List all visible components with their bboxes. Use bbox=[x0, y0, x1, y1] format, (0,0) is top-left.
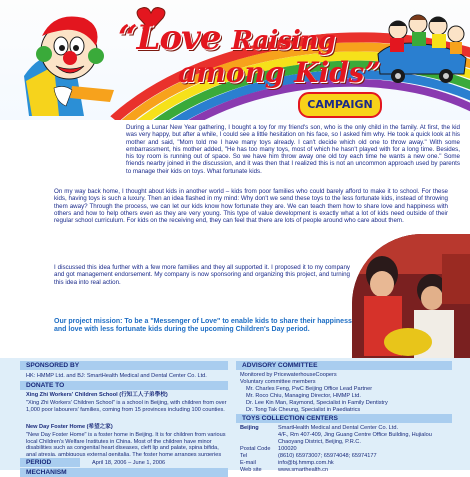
kids-car-illustration bbox=[372, 0, 470, 84]
banner-title-raising: Raising bbox=[231, 26, 335, 56]
email-label: E-mail bbox=[240, 460, 256, 466]
sponsored-heading: SPONSORED BY bbox=[20, 361, 228, 370]
children-photo bbox=[352, 234, 470, 370]
children-photo-image bbox=[352, 234, 470, 370]
banner-title-line2: among Kids” bbox=[178, 56, 381, 89]
email-value[interactable]: info@bj.hmmp.com.hk bbox=[278, 460, 334, 466]
beijing-address-2: Chaoyang District, Beijing, P.R.C. bbox=[278, 439, 361, 445]
tel-label: Tel bbox=[240, 453, 248, 459]
period-value: April 18, 2006 – June 1, 2006 bbox=[92, 460, 166, 466]
story-paragraph-1: During a Lunar New Year gathering, I bought a toy for my friend's son, who is the only child in the family. At first, the kid was very happy, but after a while, I could see a little hesitation on his face, so I asked him why. He took a quick look at his mother and said, "Mom told me I have many toys already. I can't decide which old one to throw away." With some embarrassment, his mother added, "He has too many toys, most of which he hasn't played with for a long time. Besides, his toy room is running out of space. So we have him throw away one old toy each time he wants a new one." Some friends nearby joined in the discussion, and it was then that I realized this is not an uncommon approach used by parents to manage their kids on toys. What fortunate kids. bbox=[126, 124, 460, 175]
postal-label: Postal Code bbox=[240, 446, 271, 452]
tel-value: (8610) 65973007; 65974048; 65974177 bbox=[278, 453, 377, 459]
sponsored-text: HK: HMMP Ltd. and BJ: SmartHealth Medical and Dental Center Co. Ltd. bbox=[26, 373, 207, 379]
banner-title: “Love Raising bbox=[118, 18, 335, 58]
beijing-label: Beijing bbox=[240, 425, 259, 431]
advisory-member: Dr. Lee Kin Man, Raymond, Specialist in Family Dentistry bbox=[246, 400, 388, 406]
website-label: Web site bbox=[240, 467, 262, 473]
period-heading: PERIOD bbox=[20, 458, 80, 467]
mechanism-heading: MECHANISM bbox=[20, 468, 228, 477]
org2-title: New Day Foster Home (希望之家) bbox=[26, 424, 113, 430]
story-paragraph-3: I discussed this idea further with a few more families and they all supported it. I proposed it to my company and got management endorsement. My company is now sponsoring and organizing this project, and turning this idea into real action. bbox=[54, 264, 350, 286]
advisory-members-label: Voluntary committee members bbox=[240, 379, 316, 385]
clown-illustration bbox=[14, 6, 124, 118]
advisory-heading: ADVISORY COMMITTEE bbox=[236, 361, 452, 370]
advisory-member: Mr. Charles Feng, PwC Beijing Office Lead Partner bbox=[246, 386, 373, 392]
banner-title-love: Love bbox=[136, 18, 221, 58]
org2-description: "New Day Foster Home" is a foster home in Beijing. It is for children from various local Children's Welfare Institutes in China. Most of the children have minor disabilities such as congenital heart diseases, cleft lip and palate, spina bifida, anal atresia, ambiguous external genitalia. The foster home arranges surgeries bbox=[26, 432, 226, 456]
beijing-address-1: 4/F., Rm 407-409, Jing Guang Centre Office Building, Hujialou bbox=[278, 432, 432, 438]
campaign-badge: CAMPAIGN bbox=[298, 92, 382, 118]
hero-banner bbox=[0, 0, 470, 120]
org1-description: "Xing Zhi Workers' Children School" is a school in Beijing, with children from over 1,000 poor labourers' families, coming from 15 provinces including 100 counties. bbox=[26, 400, 227, 413]
advisory-member: Mr. Roco Chiu, Managing Director, HMMP Ltd. bbox=[246, 393, 361, 399]
website-value[interactable]: www.smarthealth.cn bbox=[278, 467, 329, 473]
banner-title-among-kids: among Kids bbox=[178, 56, 365, 89]
advisory-member: Dr. Tong Tak Cheung, Specialist in Paediatrics bbox=[246, 407, 361, 413]
postal-code: 100020 bbox=[278, 446, 297, 452]
toys-heading: TOYS COLLECTION CENTERS bbox=[236, 414, 452, 423]
beijing-name: SmartHealth Medical and Dental Center Co. Ltd. bbox=[278, 425, 399, 431]
story-paragraph-2: On my way back home, I thought about kids in another world – kids from poor families who could barely afford to make it to school. For these kids, having toys is such a luxury. Then an idea flashed in my mind: Why don't we send these toys to the less fortunate kids, instead of throwing them away? Through the process, we can let our kids know how fortunate they are. We can teach them how to share love and happiness with others and how to help others even as they are very young. This type of value development is exactly what a lot of kids need outside of their regular school curriculum. For kids on the receiving end, they can feel that there are lots of people around who care about them. bbox=[54, 188, 448, 225]
org1-title: Xing Zhi Workers' Children School (行知工人子弟學校) bbox=[26, 392, 168, 398]
advisory-monitor: Monitored by PricewaterhouseCoopers bbox=[240, 372, 337, 378]
project-mission: Our project mission: To be a "Messenger of Love" to enable kids to share their happiness and love with less fortunate kids during the upcoming Children's Day period. bbox=[54, 318, 352, 333]
donate-heading: DONATE TO bbox=[20, 381, 228, 390]
